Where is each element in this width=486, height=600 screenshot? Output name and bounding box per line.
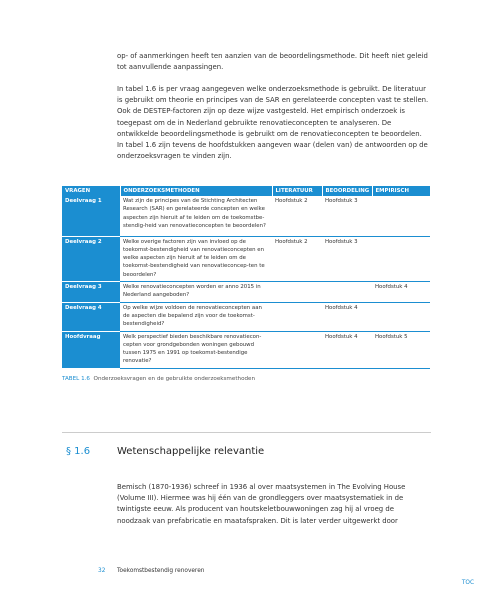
relevance-paragraph: Bemisch (1870-1936) schreef in 1936 al over maatsystemen in The Evolving House (Volume III). Hiermee was hij één van de grondleggers over maatsystematiek in de twintigste eeuw. Als producent van houtskeletbouwwoningen zag hij al vroeg de noodzaak van prefabricatie en maatafspraken. Dit is later verder uitgewerkt door [117, 483, 406, 525]
research-questions-table [62, 186, 431, 369]
table-row [62, 302, 430, 331]
row-question-label: Hoofdvraag [62, 331, 120, 368]
caption-text: Onderzoeksvragen en de gebruikte onderzoeksmethoden [93, 376, 256, 382]
header-literatuur: LITERATUUR [272, 186, 322, 196]
table-row [62, 236, 430, 281]
table-header-row [62, 186, 430, 196]
row-method-cell: Welk perspectief bieden beschikbare renovatiecon-cepten voor grondgebonden woningen gebouwd tussen 1975 en 1991 op toekomst-bestendige renovatie? [120, 331, 272, 368]
row-question-label: Deelvraag 1 [62, 196, 120, 236]
row-literatuur-cell [272, 331, 322, 368]
row-empirisch-cell: Hoofdstuk 4 [372, 281, 430, 302]
row-literatuur-cell: Hoofdstuk 2 [272, 196, 322, 236]
row-method-cell: Welke renovatieconcepten worden er anno 2015 in Nederland aangeboden? [120, 281, 272, 302]
row-literatuur-cell [272, 281, 322, 302]
row-question-label: Deelvraag 3 [62, 281, 120, 302]
row-method-cell: Wat zijn de principes van de Stichting Architecten Research (SAR) en gerelateerde concepten en welke aspecten zijn hieruit af te leiden om de toekomstbe-stendig-heid van renovatieconcepten te beoordelen? [120, 196, 272, 236]
table-caption [62, 376, 255, 382]
row-question-label: Deelvraag 4 [62, 302, 120, 331]
intro-paragraph-continued: op- of aanmerkingen heeft ten aanzien van de beoordelingsmethode. Dit heeft niet geleid tot aanvullende aanpassingen. [117, 52, 428, 72]
footer-title: Toekomstbestendig renoveren [117, 568, 205, 574]
header-onderzoeksmethoden: ONDERZOEKSMETHODEN [120, 186, 272, 196]
row-literatuur-cell [272, 302, 322, 331]
toc-link[interactable]: TOC [461, 580, 474, 586]
table-description-paragraph: In tabel 1.6 is per vraag aangegeven welke onderzoeksmethode is gebruikt. De literatuur is gebruikt om theorie en principes van de SAR en gerelateerde concepten vast te stellen. Ook de DESTEP-factoren zijn op deze wijze vastgesteld. Het empirisch onderzoek is toegepast om de in Nederland gebruikte renovatieconcepten te analyseren. De ontwikkelde beoordelingsmethode is gebruikt om de renovatieconcepten te beoordelen. In tabel 1.6 zijn tevens de hoofdstukken aangeven waar (delen van) de antwoorden op de onderzoeksvragen te vinden zijn. [117, 85, 429, 161]
section-number: § 1.6 [66, 446, 91, 457]
row-beoordeling-cell: Hoofdstuk 3 [322, 236, 372, 281]
table-row [62, 281, 430, 302]
table-row [62, 196, 430, 236]
row-beoordeling-cell: Hoofdstuk 3 [322, 196, 372, 236]
row-empirisch-cell [372, 302, 430, 331]
header-empirisch: EMPIRISCH [372, 186, 430, 196]
header-beoordeling: BEOORDELING [322, 186, 372, 196]
row-beoordeling-cell [322, 281, 372, 302]
section-divider [62, 432, 431, 433]
row-method-cell: Welke overige factoren zijn van invloed op de toekomst-bestendigheid van renovatieconcepten en welke aspecten zijn hieruit af te leiden om de toekomst-bestendigheid van renovatieconcep-ten te beoordelen? [120, 236, 272, 281]
caption-label: TABEL 1.6 [62, 376, 90, 382]
section-title: Wetenschappelijke relevantie [117, 446, 265, 457]
row-empirisch-cell [372, 196, 430, 236]
row-question-label: Deelvraag 2 [62, 236, 120, 281]
row-empirisch-cell [372, 236, 430, 281]
table-row [62, 331, 430, 368]
row-beoordeling-cell: Hoofdstuk 4 [322, 302, 372, 331]
row-method-cell: Op welke wijze voldoen de renovatieconcepten aan de aspecten die bepalend zijn voor de toekomst-bestendigheid? [120, 302, 272, 331]
row-beoordeling-cell: Hoofdstuk 4 [322, 331, 372, 368]
row-literatuur-cell: Hoofdstuk 2 [272, 236, 322, 281]
header-vragen: VRAGEN [62, 186, 120, 196]
page-number: 32 [98, 568, 106, 574]
row-empirisch-cell: Hoofdstuk 5 [372, 331, 430, 368]
